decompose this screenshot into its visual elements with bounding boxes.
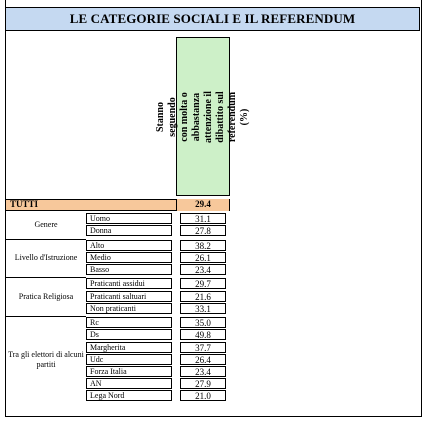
row-value: 23.4 [180, 264, 226, 275]
total-value: 29.4 [176, 199, 230, 211]
category-label: Genere [34, 220, 58, 230]
row-value: 31.1 [180, 213, 226, 224]
total-label: TUTTI [10, 199, 39, 209]
row-value: 27.8 [180, 225, 226, 236]
row-label: Alto [86, 240, 172, 251]
row-value: 23.4 [180, 366, 226, 377]
row-value: 35.0 [180, 317, 226, 328]
category-label: Tra gli elettori di alcuni partiti [8, 349, 84, 369]
column-header-text: Stanno seguendo con molta o abbastanza attenzione il dibattito sul referendum (%) [155, 90, 250, 143]
row-label: Non praticanti [86, 303, 172, 314]
row-label: Basso [86, 264, 172, 275]
row-value: 21.6 [180, 291, 226, 302]
category-label: Pratica Religiosa [18, 291, 74, 301]
row-value: 49.8 [180, 329, 226, 340]
row-label: Donna [86, 225, 172, 236]
row-label: Ds [86, 329, 172, 340]
row-label: Udc [86, 354, 172, 365]
row-label: Medio [86, 252, 172, 263]
table-title: LE CATEGORIE SOCIALI E IL REFERENDUM [5, 7, 420, 31]
row-value: 29.7 [180, 278, 226, 289]
column-header [155, 37, 250, 196]
row-label: Uomo [86, 213, 172, 224]
row-label: Rc [86, 317, 172, 328]
row-value: 37.7 [180, 342, 226, 353]
row-value: 38.2 [180, 240, 226, 251]
category-label: Livello d'Istruzione [14, 252, 78, 262]
row-label: Margherita [86, 342, 172, 353]
row-label: Forza Italia [86, 366, 172, 377]
row-value: 21.0 [180, 390, 226, 401]
row-label: Praticanti saltuari [86, 291, 172, 302]
row-label: AN [86, 378, 172, 389]
row-value: 27.9 [180, 378, 226, 389]
row-label: Praticanti assidui [86, 278, 172, 289]
row-value: 26.1 [180, 252, 226, 263]
row-value: 26.4 [180, 354, 226, 365]
row-value: 33.1 [180, 303, 226, 314]
row-label: Lega Nord [86, 390, 172, 401]
